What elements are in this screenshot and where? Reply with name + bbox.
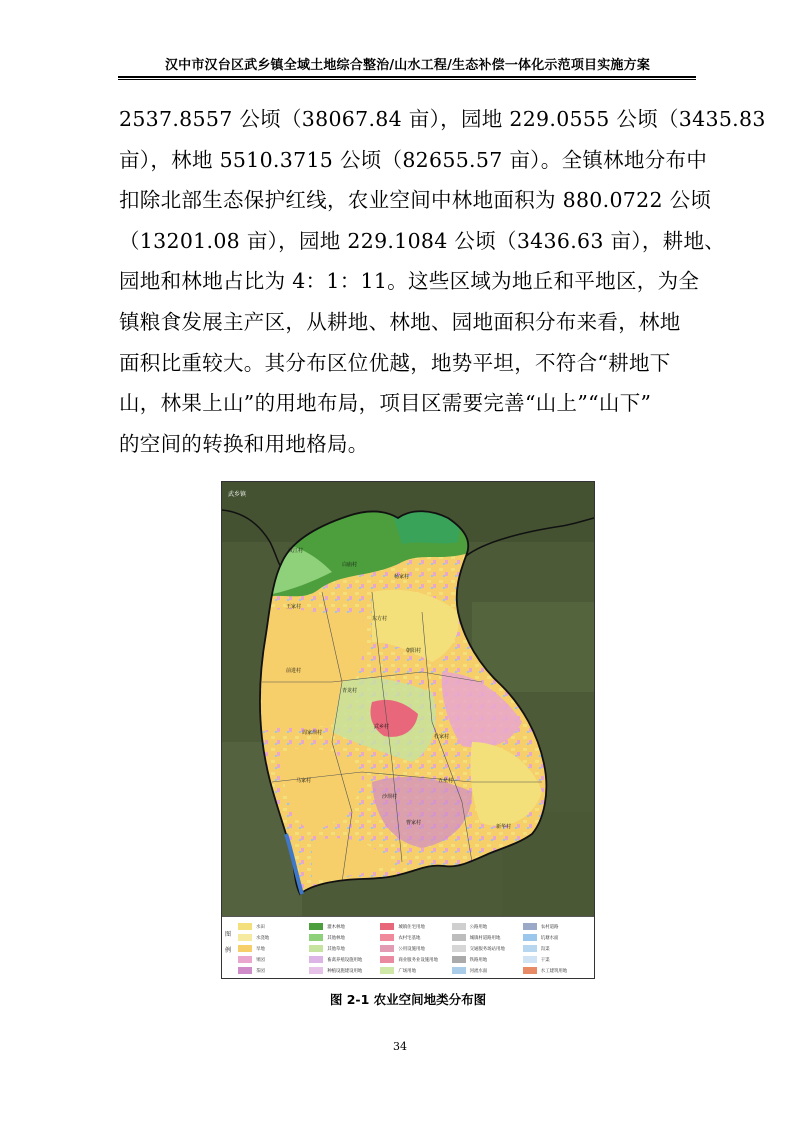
legend-item xyxy=(452,954,521,965)
village-label: 青龙村 xyxy=(342,688,358,694)
body-line: （13201.08 亩），园地 229.1084 公顷（3436.63 亩），耕地、 xyxy=(119,228,726,253)
page-number: 34 xyxy=(393,1040,407,1053)
legend-item xyxy=(523,943,592,954)
village-label: 马家村 xyxy=(296,778,312,784)
legend-label: 城镇住宅用地 xyxy=(398,924,425,930)
village-label: 武乡村 xyxy=(374,724,390,730)
legend-swatch xyxy=(238,945,252,952)
legend-swatch xyxy=(238,967,252,974)
legend-label: 畜禽养殖设施用地 xyxy=(327,957,363,963)
legend-item xyxy=(238,954,307,965)
legend-item xyxy=(309,976,378,979)
legend-swatch xyxy=(238,956,252,963)
body-line: 面积比重较大。其分布区位优越，地势平坦，不符合“耕地下 xyxy=(119,350,671,375)
legend-swatch xyxy=(452,923,466,930)
village-label: 曹家村 xyxy=(406,820,422,826)
legend-label xyxy=(541,979,559,980)
map-legend xyxy=(222,916,594,979)
header-title: 汉中市汉台区武乡镇全域土地综合整治/山水工程/生态补偿一体化示范项目实施方案 xyxy=(164,58,651,73)
legend-item xyxy=(523,921,592,932)
legend-label xyxy=(256,979,274,980)
legend-label: 公路用地 xyxy=(469,924,488,930)
legend-swatch xyxy=(238,978,252,979)
legend-swatch xyxy=(380,956,394,963)
map-image xyxy=(222,482,594,916)
legend-item xyxy=(523,954,592,965)
legend-item xyxy=(309,932,378,943)
legend-item xyxy=(523,965,592,976)
legend-label: 沟渠 xyxy=(540,946,550,952)
legend-grid xyxy=(238,921,592,977)
legend-item xyxy=(309,965,378,976)
legend-label: 水工建筑用地 xyxy=(540,968,568,974)
legend-label: 其他林地 xyxy=(327,935,345,941)
legend-swatch xyxy=(309,945,323,952)
body-line: 扣除北部生态保护红线，农业空间中林地面积为 880.0722 公顷 xyxy=(119,188,712,213)
village-label: 沙坝村 xyxy=(382,794,398,800)
legend-item xyxy=(452,943,521,954)
legend-swatch xyxy=(523,945,537,952)
legend-item xyxy=(380,954,449,965)
body-line: 的空间的转换和用地格局。 xyxy=(119,431,369,456)
legend-label: 水田 xyxy=(256,924,265,930)
legend-item xyxy=(380,943,449,954)
legend-label xyxy=(327,979,345,980)
legend-label: 河流水面 xyxy=(469,968,488,974)
legend-label: 茶园 xyxy=(256,968,265,974)
legend-item xyxy=(309,954,378,965)
legend-item xyxy=(452,976,521,979)
legend-label: 旱地 xyxy=(256,946,265,952)
legend-label: 农村宅基地 xyxy=(398,935,421,941)
legend-label: 公用设施用地 xyxy=(398,946,425,952)
body-line: 镇粮食发展主产区，从耕地、林地、园地面积分布来看，林地 xyxy=(119,309,681,334)
village-label: 周家坝村 xyxy=(302,730,323,736)
header-rule-thick xyxy=(118,76,696,78)
legend-label: 干渠 xyxy=(540,957,550,963)
legend-item xyxy=(238,965,307,976)
legend-swatch xyxy=(452,978,466,979)
legend-label: 农村道路 xyxy=(540,924,559,930)
legend-swatch xyxy=(452,945,466,952)
legend-swatch xyxy=(523,967,537,974)
legend-swatch xyxy=(238,923,252,930)
legend-label: 铁路用地 xyxy=(469,957,488,963)
legend-label: 商业服务业设施用地 xyxy=(398,957,438,963)
body-line: 山，林果上山”的用地布局，项目区需要完善“山上”“山下” xyxy=(119,391,652,416)
legend-item xyxy=(309,943,378,954)
legend-swatch xyxy=(452,934,466,941)
map-label: 武乡镇 xyxy=(228,491,247,498)
land-use-map xyxy=(221,481,595,979)
legend-swatch xyxy=(523,978,537,979)
village-label: 朝阳村 xyxy=(406,648,422,654)
legend-item xyxy=(238,976,307,979)
legend-item xyxy=(380,965,449,976)
legend-swatch xyxy=(238,934,252,941)
figure-caption: 图 2-1 农业空间地类分布图 xyxy=(329,992,487,1007)
village-label: 汉江村 xyxy=(288,548,304,554)
legend-swatch xyxy=(380,945,394,952)
legend-swatch xyxy=(380,923,394,930)
legend-label: 水浇地 xyxy=(256,935,270,941)
legend-label: 其他草地 xyxy=(327,946,345,952)
body-line: 2537.8557 公顷（38067.84 亩），园地 229.0555 公顷（3435.83 xyxy=(119,107,766,131)
legend-item xyxy=(452,932,521,943)
legend-title: 图例 xyxy=(225,931,232,954)
legend-item xyxy=(452,921,521,932)
village-label: 杨家村 xyxy=(394,574,410,580)
legend-item xyxy=(452,965,521,976)
legend-swatch xyxy=(309,978,323,979)
legend-item xyxy=(523,932,592,943)
body-paragraph xyxy=(119,99,766,464)
legend-label xyxy=(398,979,442,980)
body-line: 园地和林地占比为 4：1：11。这些区域为地丘和平地区，为全 xyxy=(119,269,700,294)
legend-item xyxy=(380,921,449,932)
legend-label: 灌木林地 xyxy=(327,924,345,930)
legend-item xyxy=(380,976,449,979)
legend-item xyxy=(238,943,307,954)
legend-label xyxy=(470,979,488,980)
legend-swatch xyxy=(523,934,537,941)
village-label: 东方村 xyxy=(372,616,388,622)
legend-item xyxy=(309,921,378,932)
legend-swatch xyxy=(380,978,394,979)
village-label: 新华村 xyxy=(496,824,512,830)
legend-label: 广场用地 xyxy=(398,968,416,974)
header-rule-thin xyxy=(118,79,696,80)
legend-swatch xyxy=(309,934,323,941)
legend-label: 果园 xyxy=(256,957,265,963)
village-label: 五星村 xyxy=(438,778,454,784)
legend-swatch xyxy=(309,956,323,963)
legend-item xyxy=(380,932,449,943)
village-label: 前进村 xyxy=(286,668,302,674)
village-label: 杜家村 xyxy=(434,734,450,740)
legend-swatch xyxy=(309,967,323,974)
legend-swatch xyxy=(380,967,394,974)
village-label: 白庙村 xyxy=(342,562,358,568)
legend-label: 城镇村道路用地 xyxy=(469,935,501,941)
legend-swatch xyxy=(309,923,323,930)
legend-item xyxy=(238,921,307,932)
legend-swatch xyxy=(380,934,394,941)
legend-label: 坑塘水面 xyxy=(540,935,559,941)
legend-swatch xyxy=(523,956,537,963)
legend-label: 交通服务场站用地 xyxy=(469,946,505,952)
legend-item xyxy=(523,976,592,979)
legend-item xyxy=(238,932,307,943)
legend-swatch xyxy=(452,967,466,974)
legend-swatch xyxy=(452,956,466,963)
legend-label: 种植设施建设用地 xyxy=(327,968,363,974)
legend-swatch xyxy=(523,923,537,930)
village-label: 王家村 xyxy=(286,604,302,610)
body-line: 亩），林地 5510.3715 公顷（82655.57 亩）。全镇林地分布中 xyxy=(119,147,708,172)
